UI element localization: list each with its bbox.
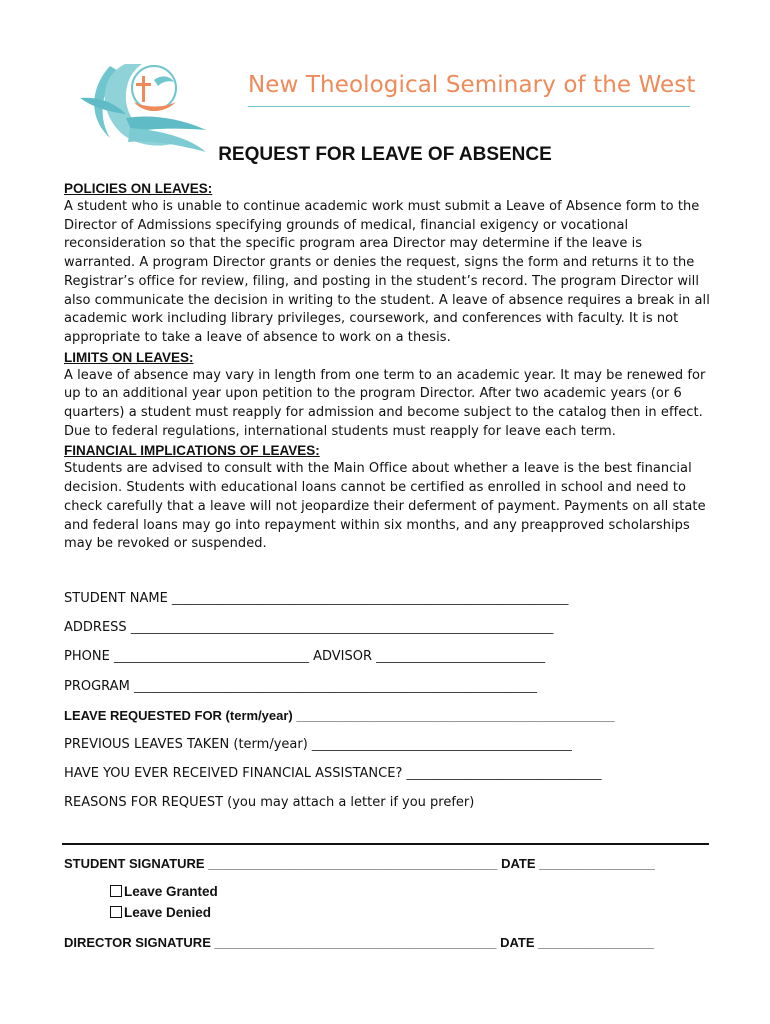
section-body-financial: Students are advised to consult with the Main Office about whether a leave is the best financial decision. Students with educational loans cannot be certified as enrolled in school and need to check carefully that a leave will not jeopardize their deferment of payment. Payments on all state and federal loans may go into repayment within six months, and any preapproved scholarships may be revoked or suspended. (64, 461, 706, 552)
program-line[interactable]: ______________________________________________________________ (133, 678, 537, 694)
phone-advisor-row (64, 648, 724, 677)
financial-assistance-row (64, 765, 724, 794)
student-signature-row (64, 856, 655, 871)
leave-granted-checkbox[interactable] (110, 885, 122, 897)
previous-leaves-label: PREVIOUS LEAVES TAKEN (term/year) (64, 736, 308, 752)
section-body-policies: A student who is unable to continue academic work must submit a Leave of Absence form to the Director of Admissions specifying grounds of medical, financial exigency or vocational reconsideration so that the specific program area Director may determine if the leave is warranted. A program Director grants or denies the request, signs the form and returns it to the Registrar’s office for review, filing, and posting in the student’s record. The program Director will also communicate the decision in writing to the student. A leave of absence requires a break in all academic work including library privileges, coursework, and conferences with faculty. It is not appropriate to take a leave of absence to work on a thesis. (64, 199, 710, 345)
section-heading-financial: FINANCIAL IMPLICATIONS OF LEAVES: (64, 443, 320, 459)
student-signature-line[interactable]: ________________________________________ (208, 856, 498, 871)
student-date-label: DATE (501, 856, 536, 871)
director-signature-label: DIRECTOR SIGNATURE (64, 935, 211, 950)
leave-granted-label: Leave Granted (124, 884, 218, 899)
director-date-label: DATE (500, 935, 535, 950)
leave-denied-option[interactable] (110, 905, 211, 920)
leave-requested-line[interactable]: ____________________________________________ (296, 707, 615, 723)
previous-leaves-row (64, 736, 724, 765)
phone-label: PHONE (64, 649, 110, 665)
header-rule (248, 106, 690, 107)
leave-granted-option[interactable] (110, 884, 218, 899)
form-fields (64, 590, 724, 824)
financial-assistance-label: HAVE YOU EVER RECEIVED FINANCIAL ASSISTANCE? (64, 766, 403, 782)
student-name-label: STUDENT NAME (64, 591, 168, 606)
reasons-answer-line[interactable] (62, 843, 709, 845)
leave-denied-checkbox[interactable] (110, 906, 122, 918)
student-name-row (64, 590, 724, 619)
section-heading-policies: POLICIES ON LEAVES: (64, 181, 213, 196)
advisor-line[interactable]: __________________________ (376, 649, 546, 665)
address-line[interactable]: _________________________________________________________________ (130, 620, 554, 636)
address-row (64, 619, 724, 648)
program-row (64, 678, 724, 707)
financial-assistance-line[interactable]: ______________________________ (406, 766, 602, 782)
letterhead (80, 58, 700, 158)
seminary-logo (80, 58, 210, 156)
reasons-row (64, 794, 724, 823)
advisor-label: ADVISOR (313, 649, 372, 665)
student-signature-label: STUDENT SIGNATURE (64, 856, 205, 871)
reasons-label: REASONS FOR REQUEST (you may attach a letter if you prefer) (64, 795, 475, 811)
phone-line[interactable]: ______________________________ (113, 649, 309, 665)
student-date-line[interactable]: ________________ (539, 856, 655, 871)
previous-leaves-line[interactable]: ________________________________________ (311, 736, 572, 752)
program-label: PROGRAM (64, 678, 130, 694)
address-label: ADDRESS (64, 620, 127, 636)
leave-denied-label: Leave Denied (124, 905, 212, 920)
student-name-line[interactable]: _____________________________________________________________ (171, 591, 569, 606)
policy-sections (64, 180, 714, 555)
director-date-line[interactable]: ________________ (538, 935, 654, 950)
section-heading-limits: LIMITS ON LEAVES: (64, 349, 194, 365)
director-signature-row (64, 935, 654, 950)
section-body-limits: A leave of absence may vary in length from one term to an academic year. It may be renewed for up to an additional year upon petition to the program Director. After two academic years (or 6 quarters) a student must reapply for admission and become subject to the catalog then in effect. Due to federal regulations, international students must reapply for leave each term. (64, 367, 706, 439)
form-title: REQUEST FOR LEAVE OF ABSENCE (218, 144, 552, 165)
director-signature-line[interactable]: _______________________________________ (214, 935, 497, 950)
leave-requested-row (64, 707, 724, 736)
organization-name: New Theological Seminary of the West (248, 72, 696, 98)
leave-requested-label: LEAVE REQUESTED FOR (term/year) (64, 707, 293, 723)
